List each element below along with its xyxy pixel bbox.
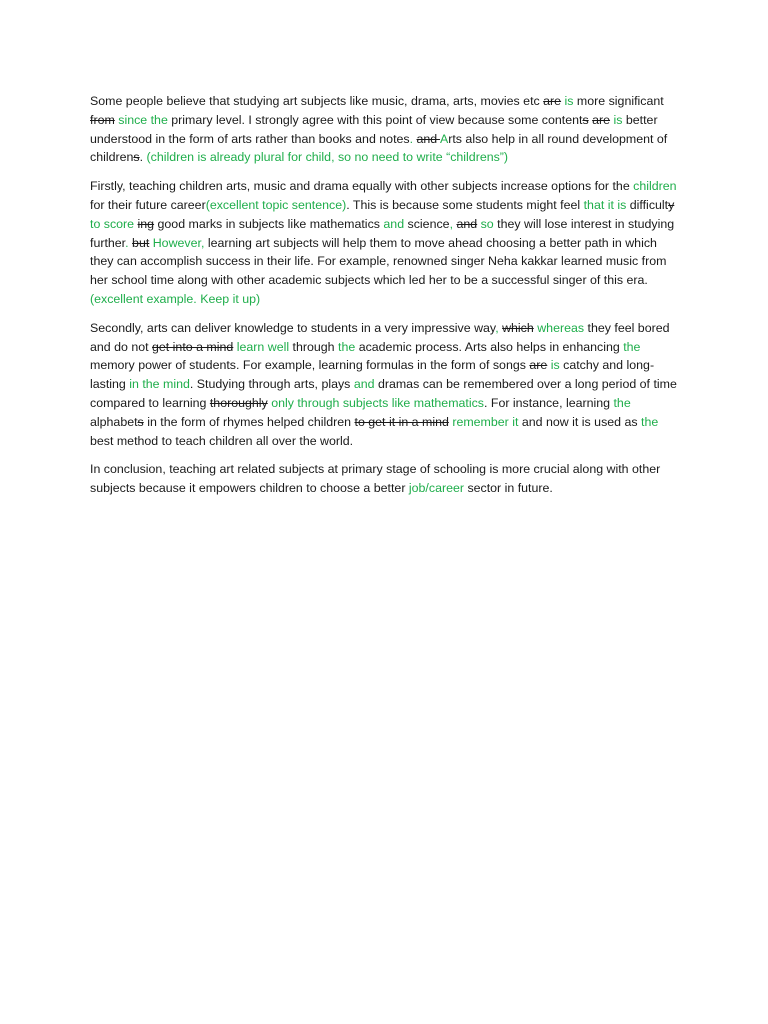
deleted-text: and — [456, 216, 478, 231]
paragraph-conclusion — [90, 460, 682, 498]
inserted-correction: However, — [152, 235, 205, 250]
essay-text: Secondly, arts can deliver knowledge to students in a very impressive way — [90, 320, 496, 335]
essay-text: rts also help in all round development of children — [90, 131, 668, 165]
essay-text: science — [404, 216, 450, 231]
inserted-correction: that it is — [583, 197, 627, 212]
inserted-correction: job/career — [408, 481, 464, 496]
essay-text: better understood in the form of arts rather than books and notes — [90, 112, 658, 146]
inserted-correction: only through subjects like mathematics — [271, 395, 484, 410]
deleted-text: are — [529, 358, 548, 373]
paragraph-second-body — [90, 319, 682, 451]
inserted-correction: the — [613, 395, 631, 410]
inserted-correction: remember it — [452, 414, 519, 429]
deleted-text: thoroughly — [209, 395, 268, 410]
deleted-text: are — [543, 94, 562, 108]
deleted-text: y — [668, 197, 675, 212]
essay-text: difficult — [626, 197, 669, 212]
deleted-text: which — [502, 320, 534, 335]
essay-text: . Studying through arts, plays — [189, 377, 354, 392]
essay-text: good marks in subjects like mathematics — [154, 216, 384, 231]
essay-body — [90, 92, 682, 508]
inserted-correction: . — [409, 131, 414, 146]
inserted-correction: children — [633, 179, 677, 194]
essay-text: learning art subjects will help them to move ahead choosing a better path in which they can accomplish success in their life. For example, renowned singer Neha kakkar learned music from her school time along with other academic subjects which led her to be a successful singer of this era. — [90, 235, 667, 288]
deleted-text: from — [90, 112, 115, 127]
inserted-correction: (excellent example. Keep it up) — [90, 291, 261, 306]
deleted-text: ing — [137, 216, 155, 231]
inserted-correction: is — [613, 112, 623, 127]
inserted-correction: and — [353, 377, 375, 392]
essay-text: . This is because some students might feel — [346, 197, 584, 212]
essay-text: for their future career — [90, 197, 206, 212]
inserted-correction: (excellent topic sentence) — [205, 197, 347, 212]
essay-text: memory power of students. For example, learning formulas in the form of songs — [90, 358, 530, 373]
inserted-correction: the — [641, 414, 659, 429]
deleted-text: but — [132, 235, 150, 250]
essay-text: they feel bored and do not — [90, 320, 670, 354]
inserted-correction: is — [550, 358, 560, 373]
deleted-text: s — [582, 112, 589, 127]
essay-text: academic process. Arts also helps in enhancing — [355, 339, 624, 354]
deleted-text: are — [592, 112, 611, 127]
deleted-text: s — [133, 150, 140, 165]
inserted-correction: so — [480, 216, 494, 231]
essay-text: . For instance, learning — [484, 395, 614, 410]
essay-text: In conclusion, teaching art related subjects at primary stage of schooling is more crucial along with other subjects because it empowers children to choose a better — [90, 462, 661, 496]
inserted-correction: in the mind — [129, 377, 190, 392]
essay-text: catchy and long-lasting — [90, 358, 655, 392]
inserted-correction: the — [338, 339, 356, 354]
inserted-correction: whereas — [537, 320, 585, 335]
essay-text: alphabet — [90, 414, 138, 429]
inserted-correction: , — [449, 216, 454, 231]
deleted-text: to get it in a mind — [354, 414, 449, 429]
essay-text: they will lose interest in studying further — [90, 216, 675, 250]
deleted-text: and — [416, 131, 440, 146]
inserted-correction: since the — [118, 112, 168, 127]
essay-text: in the form of rhymes helped children — [143, 414, 355, 429]
inserted-correction: and — [383, 216, 405, 231]
essay-text: dramas can be remembered over a long period of time compared to learning — [90, 377, 677, 410]
deleted-text: s — [137, 414, 144, 429]
deleted-text: get into a mind — [152, 339, 234, 354]
paragraph-introduction — [90, 92, 682, 167]
essay-text: Firstly, teaching children arts, music and drama equally with other subjects increase options for the — [90, 179, 634, 194]
essay-text: primary level. I strongly agree with this point of view because some content — [167, 112, 583, 127]
inserted-correction: learn well — [236, 339, 290, 354]
essay-text: best method to teach children all over the world. — [90, 433, 354, 448]
essay-text: more significant — [573, 94, 664, 108]
inserted-correction: A — [439, 131, 449, 146]
essay-text: and now it is used as — [518, 414, 642, 429]
inserted-correction: the — [623, 339, 641, 354]
paragraph-first-body — [90, 177, 682, 309]
essay-text: Some people believe that studying art subjects like music, drama, arts, movies etc — [90, 94, 544, 108]
essay-text: . — [139, 150, 147, 165]
inserted-correction: (children is already plural for child, so no need to write “childrens”) — [146, 150, 509, 165]
inserted-correction: . — [125, 235, 129, 250]
essay-text: sector in future. — [464, 481, 553, 496]
inserted-correction: to score — [90, 216, 135, 231]
essay-text: through — [289, 339, 339, 354]
inserted-correction: , — [495, 320, 499, 335]
inserted-correction: is — [564, 94, 574, 108]
